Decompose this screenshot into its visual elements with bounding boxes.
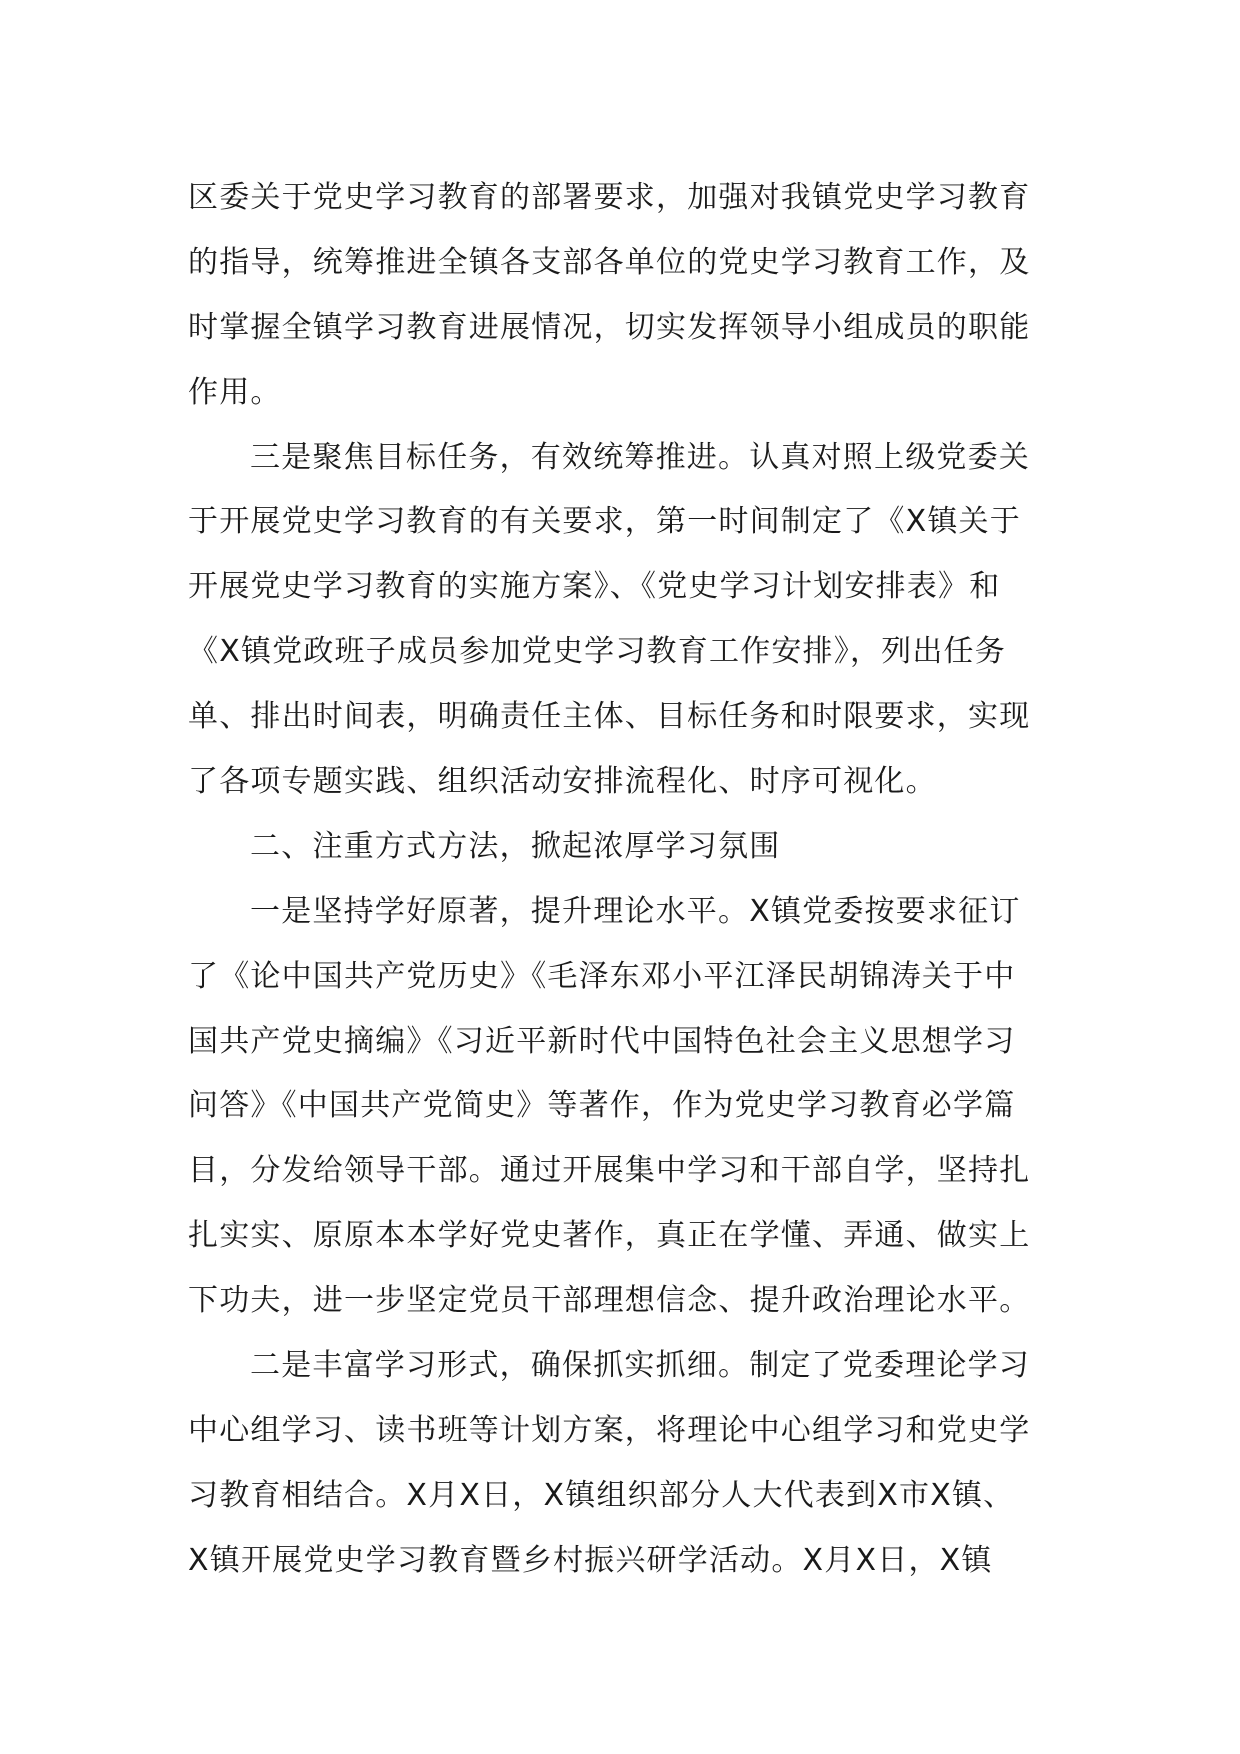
text-line: 了各项专题实践、组织活动安排流程化、时序可视化。: [188, 764, 937, 800]
text-line: X镇开展党史学习教育暨乡村振兴研学活动。X月X日，X镇: [188, 1542, 993, 1578]
text-line: 问答》《中国共产党简史》等著作，作为党史学习教育必学篇: [188, 1088, 1016, 1124]
text-line: 一是坚持学好原著，提升理论水平。X镇党委按要求征订: [250, 893, 1021, 929]
text-line: 中心组学习、读书班等计划方案，将理论中心组学习和党史学: [188, 1412, 1031, 1448]
text-line: 扎实实、原原本本学好党史著作，真正在学懂、弄通、做实上: [188, 1218, 1031, 1254]
text-line: 于开展党史学习教育的有关要求，第一时间制定了《X镇关于: [188, 504, 1021, 540]
text-line: 开展党史学习教育的实施方案》、《党史学习计划安排表》和: [188, 569, 1001, 605]
text-line: 国共产党史摘编》《习近平新时代中国特色社会主义思想学习: [188, 1023, 1016, 1059]
text-line: 单、排出时间表，明确责任主体、目标任务和时限要求，实现: [188, 699, 1031, 735]
document-body: [188, 166, 1058, 1594]
text-line: 下功夫，进一步坚定党员干部理想信念、提升政治理论水平。: [188, 1283, 1031, 1319]
text-line: 作用。: [188, 374, 282, 410]
text-line: 的指导，统筹推进全镇各支部各单位的党史学习教育工作，及: [188, 244, 1031, 280]
text-line: 目，分发给领导干部。通过开展集中学习和干部自学，坚持扎: [188, 1153, 1031, 1189]
text-line: 区委关于党史学习教育的部署要求，加强对我镇党史学习教育: [188, 180, 1031, 215]
text-line: 时掌握全镇学习教育进展情况，切实发挥领导小组成员的职能: [188, 309, 1031, 345]
text-line: 《X镇党政班子成员参加党史学习教育工作安排》，列出任务: [188, 634, 1006, 670]
text-line: 了《论中国共产党历史》《毛泽东邓小平江泽民胡锦涛关于中: [188, 958, 1016, 994]
text-line: 三是聚焦目标任务，有效统筹推进。认真对照上级党委关: [250, 439, 1030, 475]
text-line: 二、注重方式方法，掀起浓厚学习氛围: [250, 828, 781, 864]
text-line: 二是丰富学习形式，确保抓实抓细。制定了党委理论学习: [250, 1348, 1030, 1384]
text-line: 习教育相结合。X月X日，X镇组织部分人大代表到X市X镇、: [188, 1477, 1015, 1513]
